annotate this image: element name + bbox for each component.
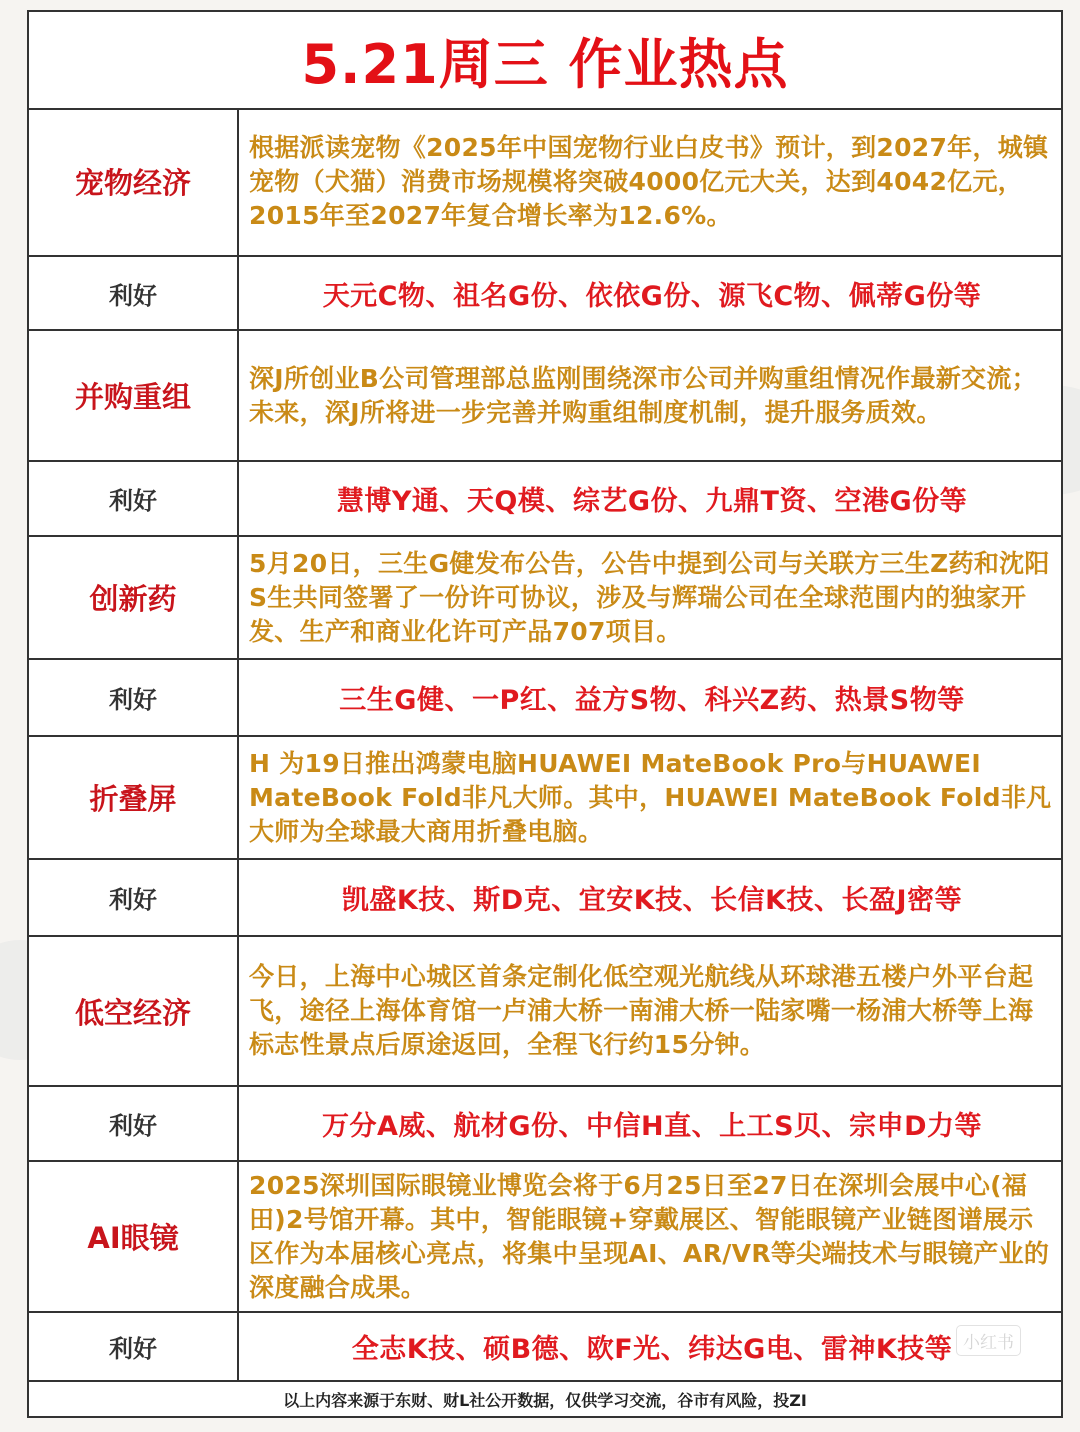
stock-list: 全志K技、硕B德、欧F光、纬达G电、雷神K技等 <box>351 1334 953 1365</box>
hotspot-table <box>27 10 1063 1418</box>
topic-row <box>29 537 1061 660</box>
topic-row <box>29 937 1061 1087</box>
topic-description: 2025深圳国际眼镜业博览会将于6月25日至27日在深圳会展中心(福田)2号馆开幕。其中，智能眼镜+穿戴展区、智能眼镜产业链图谱展示区作为本届核心亮点，将集中呈现AI、AR/VR等尖端技术与眼镜产业的深度融合成果。 <box>249 1170 1050 1302</box>
topic-cell <box>29 331 239 460</box>
stock-list: 万分A威、航材G份、中信H直、上工S贝、宗申D力等 <box>321 1111 982 1142</box>
stock-list: 慧博Y通、天Q模、综艺G份、九鼎T资、空港G份等 <box>336 486 968 517</box>
description-cell <box>239 1162 1061 1311</box>
stocks-cell <box>239 1087 1061 1160</box>
topic-cell <box>29 537 239 658</box>
description-cell <box>239 737 1061 858</box>
topic-description: 根据派读宠物《2025年中国宠物行业白皮书》预计，到2027年，城镇宠物（犬猫）消费市场规模将突破4000亿元大关，达到4042亿元，2015年至2027年复合增长率为12.6%。 <box>249 132 1049 230</box>
benefit-row <box>29 1313 1061 1382</box>
topic-label: 并购重组 <box>74 380 191 414</box>
footer <box>29 1382 1061 1416</box>
benefit-label: 利好 <box>109 1112 157 1140</box>
description-cell <box>239 108 1061 255</box>
stocks-cell <box>239 1313 1061 1380</box>
benefit-row <box>29 1087 1061 1162</box>
stocks-cell <box>239 257 1061 329</box>
topic-description: 深J所创业B公司管理部总监刚围绕深市公司并购重组情况作最新交流；未来，深J所将进一步完善并购重组制度机制，提升服务质效。 <box>249 363 1037 427</box>
topic-row <box>29 108 1061 257</box>
topic-label: AI眼镜 <box>87 1221 179 1255</box>
topic-label: 折叠屏 <box>89 782 177 816</box>
benefit-label-cell <box>29 462 239 535</box>
topic-cell <box>29 937 239 1085</box>
topic-description: 今日，上海中心城区首条定制化低空观光航线从环球港五楼户外平台起飞，途径上海体育馆一卢浦大桥一南浦大桥一陆家嘴一杨浦大桥等上海标志性景点后原途返回，全程飞行约15分钟。 <box>249 962 1034 1059</box>
watermark-logo: 小红书 <box>956 1325 1021 1356</box>
topic-row <box>29 331 1061 462</box>
description-cell <box>239 537 1061 658</box>
topic-cell <box>29 737 239 858</box>
stocks-cell <box>239 462 1061 535</box>
stock-list: 天元C物、祖名G份、依依G份、源飞C物、佩蒂G份等 <box>322 280 982 312</box>
benefit-row <box>29 860 1061 937</box>
stocks-cell <box>239 860 1061 935</box>
benefit-row <box>29 257 1061 331</box>
topic-description: 5月20日，三生G健发布公告，公告中提到公司与关联方三生Z药和沈阳S生共同签署了一份许可协议，涉及与辉瑞公司在全球范围内的独家开发、生产和商业化许可产品707项目。 <box>249 548 1050 646</box>
benefit-label-cell <box>29 660 239 735</box>
topic-row <box>29 1162 1061 1313</box>
benefit-label: 利好 <box>109 487 157 515</box>
topic-label: 创新药 <box>89 582 177 616</box>
description-cell <box>239 937 1061 1085</box>
benefit-row <box>29 660 1061 737</box>
benefit-label: 利好 <box>109 686 157 714</box>
topic-cell <box>29 1162 239 1311</box>
topic-label: 宠物经济 <box>74 166 191 200</box>
benefit-row <box>29 462 1061 537</box>
topic-label: 低空经济 <box>74 995 191 1030</box>
title-row <box>29 12 1061 110</box>
benefit-label-cell <box>29 1087 239 1160</box>
stock-list: 三生G健、一P红、益方S物、科兴Z药、热景S物等 <box>339 685 965 716</box>
topic-row <box>29 737 1061 860</box>
benefit-label: 利好 <box>109 1335 157 1363</box>
benefit-label-cell <box>29 860 239 935</box>
topic-description: H 为19日推出鸿蒙电脑HUAWEI MateBook Pro与HUAWEI MateBook Fold非凡大师。其中，HUAWEI MateBook Fold非凡大师为全球最大商用折叠电脑。 <box>249 748 1052 846</box>
benefit-label-cell <box>29 1313 239 1380</box>
benefit-label-cell <box>29 257 239 329</box>
footer-disclaimer: 以上内容来源于东财、财L社公开数据，仅供学习交流，谷市有风险，投ZI <box>283 1390 807 1410</box>
page-title: 5.21周三 作业热点 <box>301 32 789 96</box>
benefit-label: 利好 <box>109 281 157 310</box>
topic-cell <box>29 108 239 255</box>
description-cell <box>239 331 1061 460</box>
stock-list: 凯盛K技、斯D克、宜安K技、长信K技、长盈J密等 <box>341 885 963 916</box>
benefit-label: 利好 <box>109 886 157 914</box>
stocks-cell <box>239 660 1061 735</box>
